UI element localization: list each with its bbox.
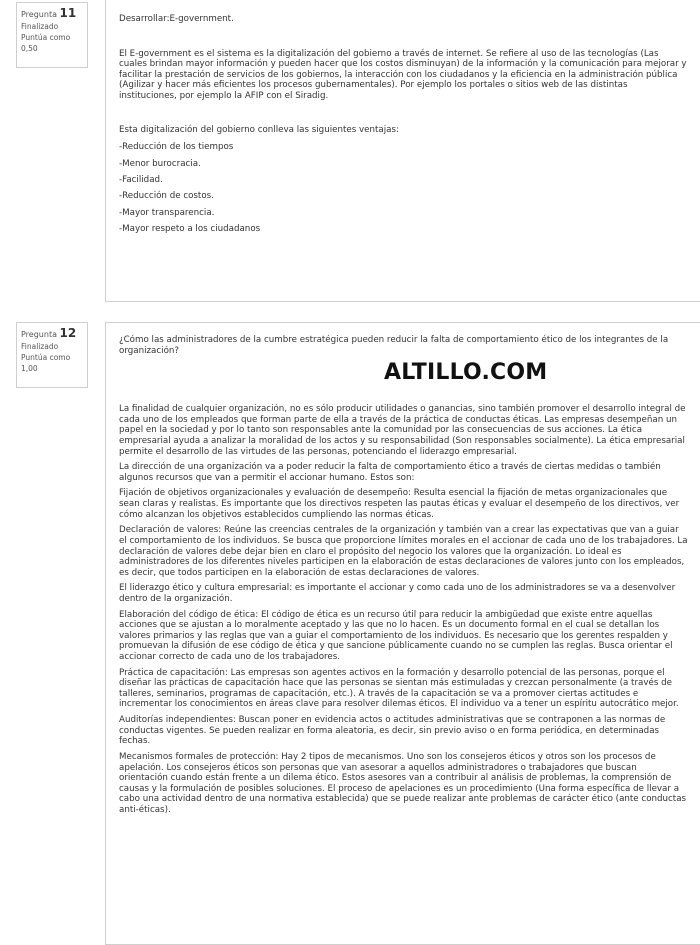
answer-paragraph: Mecanismos formales de protección: Hay 2 tipos de mecanismos. Uno son los consejeros éticos y otros son los procesos de apelación. Los consejeros éticos son personas que van asesorar a aquellos administradores o trabajadores que buscan orientación cuando están frente a un dilema ético. Estos asesores van a contribuir al análisis de problemas, la comprensión de causas y la formulación de posibles soluciones. El proceso de apelaciones es un procedimiento (Una forma específica de llevar a cabo una actividad dentro de una normativa establecida) que se puede realizar ante problemas de carácter ético (ante conductas anti-éticas).: [119, 751, 687, 815]
answer-intro: Esta digitalización del gobierno conlleva las siguientes ventajas:: [119, 124, 399, 135]
question-title: [21, 325, 83, 342]
list-item: -Reducción de los tiempos: [119, 142, 234, 153]
list-item: -Mayor transparencia.: [119, 207, 215, 218]
advantages-list: [119, 142, 688, 235]
question-content-12: [105, 322, 700, 945]
question-label: Pregunta: [21, 10, 57, 19]
question-grade-value: 0,50: [21, 44, 38, 54]
question-number: 11: [59, 6, 77, 20]
question-prompt: Desarrollar:E-government.: [119, 14, 234, 24]
answer-paragraph: El E-government es el sistema es la digitalización del gobierno a través de internet. Se refiere al uso de las tecnologías (Las cuales brindan mayor información y pueden hacer que los costos disminuyan) de la información y la comunicación para mejorar y facilitar la prestación de servicios de los gobiernos, la interacción con los ciudadanos y la eficiencia en la administración pública (Agilizar y hacer más eficientes los procesos gubernamentales). Por ejemplo los portales o sitios web de las distintas instituciones, por ejemplo la AFIP con el Siradig.: [119, 48, 687, 102]
answer-paragraph: Declaración de valores: Reúne las creencias centrales de la organización y también van a crear las expectativas que van a guiar el comportamiento de los individuos. Se busca que proporcione límites morales en el accionar de cada uno de los trabajadores. La declaración de valores debe dejar bien en claro el propósito del negocio los valores que la organización. Lo ideal es administradores de los diferentes niveles participen en la elaboración de estas declaraciones de valores junto con los empleados, es decir, que todos participen en la elaboración de estas declaraciones de valores.: [119, 525, 688, 578]
question-info-11: [16, 2, 88, 68]
question-grade-value: 1,00: [21, 364, 38, 374]
question-number: 12: [59, 326, 77, 340]
list-item: -Reducción de costos.: [119, 191, 214, 202]
answer-paragraph: El liderazgo ético y cultura empresarial: es importante el accionar y como cada uno de los administradores se va a desenvolver dentro de la organización.: [119, 583, 676, 604]
list-item: -Mayor respeto a los ciudadanos: [119, 224, 261, 235]
answer-paragraph: Fijación de objetivos organizacionales y evaluación de desempeño: Resulta esencial la fijación de metas organizacionales que sean claras y realistas. Es importante que los directivos respeten las pautas éticas y evaluar el desempeño de los directivos, ver cómo alcanzan los objetivos establecidos cumpliendo las normas éticas.: [119, 488, 680, 520]
question-grade-label: Puntúa como: [21, 353, 71, 363]
answer-paragraph: Elaboración del código de ética: El código de ética es un recurso útil para reducir la ambigüedad que existe entre aquellas acciones que se ajustan a lo moralmente aceptado y las que no lo hacen. Es un documento formal en el cual se detallan los valores primarios y las reglas que van a guiar el comportamiento de los individuos. Es necesario que los gerentes respalden y promuevan la difusión de ese código de ética y que sancione públicamente cuando no se cumplen las reglas. Busca orientar el accionar correcto de cada uno de los trabajadores.: [119, 609, 673, 663]
answer-paragraph: La finalidad de cualquier organización, no es sólo producir utilidades o ganancias, sino también promover el desarrollo integral de cada uno de los empleados que forman parte de ella a través de la práctica de conductas éticas. Las empresas desempeñan un papel en la sociedad y por lo tanto son responsables ante la comunidad por las consecuencias de sus acciones. La ética empresarial ayuda a analizar la moralidad de los actos y su responsabilidad (Son responsables socialmente). La ética empresarial permite el desarrollo de las virtudes de las personas, potenciando el liderazgo empresarial.: [119, 404, 686, 457]
question-status: Finalizado: [21, 22, 59, 32]
answer-paragraph: Auditorías independientes: Buscan poner en evidencia actos o actitudes administrativas que se contraponen a las normas de conductas vigentes. Se pueden realizar en forma aleatoria, es decir, sin previo aviso o en forma periódica, en determinadas fechas.: [119, 715, 666, 747]
question-grade-label: Puntúa como: [21, 33, 71, 43]
question-prompt: ¿Cómo las administradores de la cumbre estratégica pueden reducir la falta de comportamiento ético de los integrantes de la organización?: [119, 335, 669, 356]
watermark: ALTILLO.COM: [384, 360, 548, 385]
question-label: Pregunta: [21, 330, 57, 339]
answer-paragraph: Práctica de capacitación: Las empresas son agentes activos en la formación y desarrollo potencial de las personas, porque el diseñar las prácticas de capacitación hace que las personas se sientan más estimuladas y crezcan personalmente (a través de talleres, seminarios, programas de capacitación, etc.). A través de la capacitación se va a promover ciertas actitudes e incrementar los conocimientos en áreas clave para resolver dilemas éticos. El individuo va a tener un espíritu autocrático mejor.: [119, 667, 679, 710]
list-item: -Menor burocracia.: [119, 158, 201, 169]
list-item: -Facilidad.: [119, 175, 163, 186]
question-info-12: [16, 322, 88, 388]
question-status: Finalizado: [21, 342, 59, 352]
answer-paragraph: La dirección de una organización va a poder reducir la falta de comportamiento ético a través de ciertas medidas o también algunos recursos que van a permitir el accionar humano. Estos son:: [119, 462, 661, 483]
question-title: [21, 5, 83, 22]
question-content-11: [105, 0, 700, 302]
